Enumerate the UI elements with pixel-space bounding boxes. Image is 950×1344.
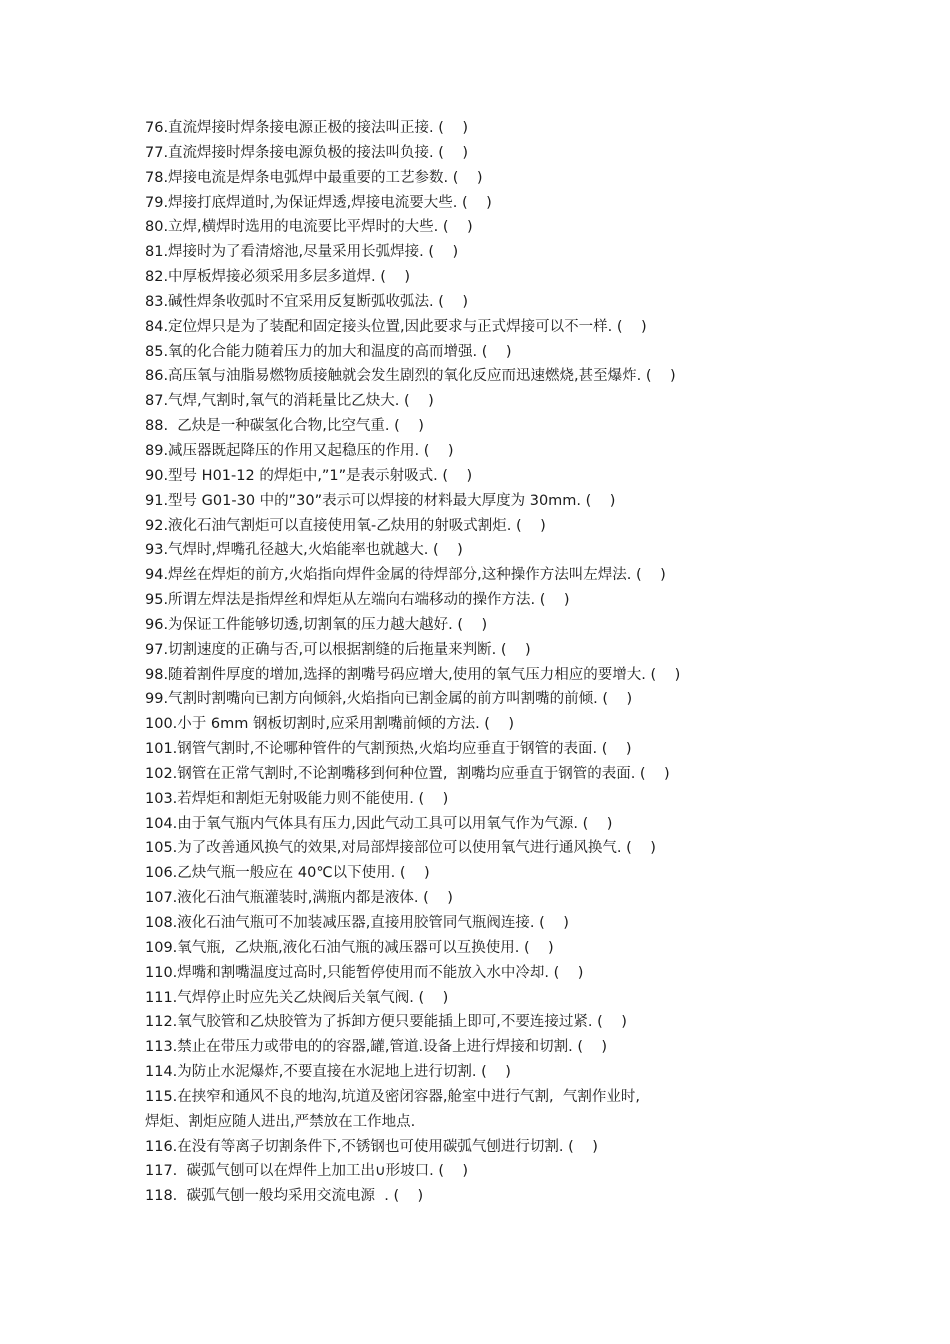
question-line: 117. 碳弧气刨可以在焊件上加工出∪形坡口. ( ) xyxy=(145,1163,469,1180)
question-line: 97.切割速度的正确与否,可以根据割缝的后拖量来判断. ( ) xyxy=(145,641,531,658)
question-line: 79.焊接打底焊道时,为保证焊透,焊接电流要大些. ( ) xyxy=(145,194,492,211)
question-line: 109.氧气瓶, 乙炔瓶,液化石油气瓶的减压器可以互换使用. ( ) xyxy=(145,939,554,956)
question-line: 103.若焊炬和割炬无射吸能力则不能使用. ( ) xyxy=(145,790,449,807)
question-line: 114.为防止水泥爆炸,不要直接在水泥地上进行切割. ( ) xyxy=(145,1064,511,1081)
question-line: 108.液化石油气瓶可不加装减压器,直接用胶管同气瓶阀连接. ( ) xyxy=(145,915,569,931)
question-line: 99.气割时割嘴向已割方向倾斜,火焰指向已割金属的前方叫割嘴的前倾. ( ) xyxy=(145,691,633,708)
question-line: 113.禁止在带压力或带电的的容器,罐,管道.设备上进行焊接和切割. ( ) xyxy=(145,1039,608,1056)
question-line: 85.氧的化合能力随着压力的加大和温度的高而增强. ( ) xyxy=(145,343,512,360)
question-line: 105.为了改善通风换气的效果,对局部焊接部位可以使用氧气进行通风换气. ( ) xyxy=(145,840,656,857)
question-line: 76.直流焊接时焊条接电源正极的接法叫正接. ( ) xyxy=(145,120,469,136)
question-line: 110.焊嘴和割嘴温度过高时,只能暂停使用而不能放入水中冷却. ( ) xyxy=(145,964,584,981)
question-line: 111.气焊停止时应先关乙炔阀后关氧气阀. ( ) xyxy=(145,989,449,1006)
question-line: 焊炬、割炬应随人进出,严禁放在工作地点. xyxy=(145,1113,416,1130)
question-line: 100.小于 6mm 钢板切割时,应采用割嘴前倾的方法. ( ) xyxy=(145,716,515,733)
question-line: 115.在挟窄和通风不良的地沟,坑道及密闭容器,舱室中进行气割, 气割作业时, xyxy=(145,1088,640,1105)
question-line: 102.钢管在正常气割时,不论割嘴移到何种位置, 割嘴均应垂直于钢管的表面. ( ) xyxy=(145,765,670,782)
question-line: 87.气焊,气割时,氧气的消耗量比乙炔大. ( ) xyxy=(145,393,434,410)
question-line: 90.型号 H01-12 的焊炬中,”1”是表示射吸式. ( ) xyxy=(145,467,473,484)
question-line: 91.型号 G01-30 中的”30”表示可以焊接的材料最大厚度为 30mm. ( ) xyxy=(145,492,616,509)
question-line: 112.氧气胶管和乙炔胶管为了拆卸方便只要能插上即可,不要连接过紧. ( ) xyxy=(145,1014,627,1031)
question-line: 118. 碳弧气刨一般均采用交流电源 . ( ) xyxy=(145,1188,424,1205)
question-line: 93.气焊时,焊嘴孔径越大,火焰能率也就越大. ( ) xyxy=(145,542,463,559)
question-line: 80.立焊,横焊时选用的电流要比平焊时的大些. ( ) xyxy=(145,219,473,236)
question-line: 89.减压器既起降压的作用又起稳压的作用. ( ) xyxy=(145,442,454,459)
question-line: 81.焊接时为了看清熔池,尽量采用长弧焊接. ( ) xyxy=(145,244,459,261)
question-line: 107.液化石油气瓶灌装时,满瓶内都是液体. ( ) xyxy=(145,890,453,907)
question-line: 86.高压氧与油脂易燃物质接触就会发生剧烈的氧化反应而迅速燃烧,甚至爆炸. ( ) xyxy=(145,368,676,385)
question-line: 88. 乙炔是一种碳氢化合物,比空气重. ( ) xyxy=(145,418,424,435)
question-line: 104.由于氧气瓶内气体具有压力,因此气动工具可以用氧气作为气源. ( ) xyxy=(145,815,613,832)
question-list xyxy=(145,116,935,1209)
question-line: 83.碱性焊条收弧时不宜采用反复断弧收弧法. ( ) xyxy=(145,293,469,310)
question-line: 78.焊接电流是焊条电弧焊中最重要的工艺参数. ( ) xyxy=(145,169,483,186)
question-line: 101.钢管气割时,不论哪种管件的气割预热,火焰均应垂直于钢管的表面. ( ) xyxy=(145,741,632,758)
question-line: 84.定位焊只是为了装配和固定接头位置,因此要求与正式焊接可以不一样. ( ) xyxy=(145,318,647,335)
question-line: 106.乙炔气瓶一般应在 40℃以下使用. ( ) xyxy=(145,865,430,882)
question-line: 92.液化石油气割炬可以直接使用氧-乙炔用的射吸式割炬. ( ) xyxy=(145,517,546,534)
question-line: 116.在没有等离子切割条件下,不锈钢也可使用碳弧气刨进行切割. ( ) xyxy=(145,1138,598,1155)
question-line: 94.焊丝在焊炬的前方,火焰指向焊件金属的待焊部分,这种操作方法叫左焊法. ( ) xyxy=(145,567,666,584)
question-line: 95.所谓左焊法是指焊丝和焊炬从左端向右端移动的操作方法. ( ) xyxy=(145,592,570,609)
question-line: 98.随着割件厚度的增加,选择的割嘴号码应增大,使用的氧气压力相应的要增大. ( ) xyxy=(145,666,681,683)
question-line: 77.直流焊接时焊条接电源负极的接法叫负接. ( ) xyxy=(145,144,469,161)
question-line: 82.中厚板焊接必须采用多层多道焊. ( ) xyxy=(145,269,411,286)
question-line: 96.为保证工件能够切透,切割氧的压力越大越好. ( ) xyxy=(145,616,488,633)
